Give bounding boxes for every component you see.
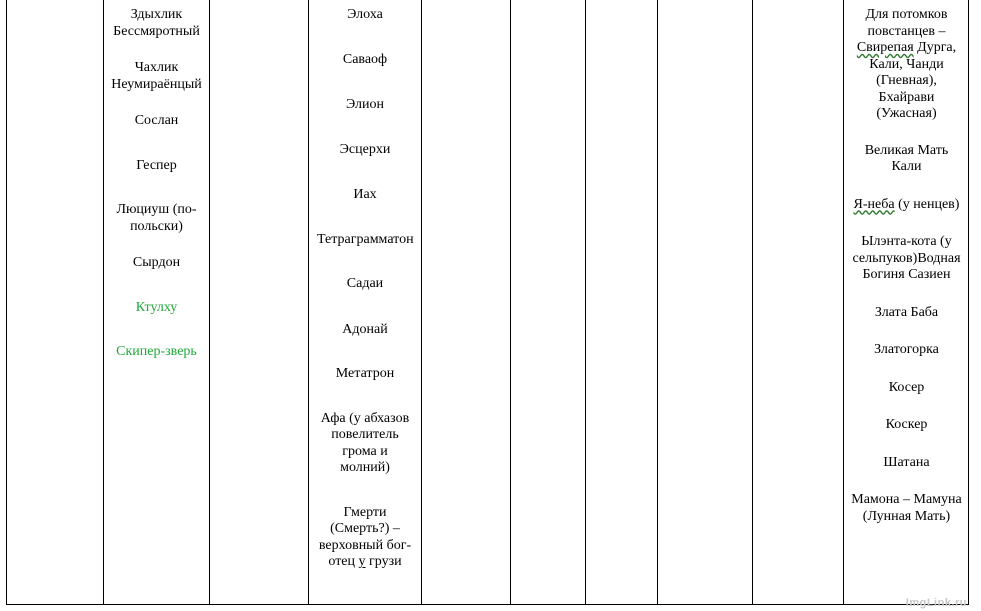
spellcheck-underlined-word: Я-неба	[853, 196, 895, 212]
cell-text: Иах	[353, 187, 377, 202]
cell-text-highlighted: Ктулху	[135, 299, 178, 315]
cell-text: Сослан	[134, 113, 179, 128]
cell-text: Метатрон	[335, 366, 395, 381]
cell-text	[848, 234, 965, 284]
cell-text-part: Водная Богиня Сазиен	[862, 250, 961, 282]
cell-text: Чахлик Неумираёнцый	[111, 60, 202, 92]
cell-text: Тетраграмматон	[317, 231, 414, 247]
cell-text: Адонай	[342, 321, 388, 337]
cell-text: Геспер	[136, 157, 177, 173]
underlined-word: у	[358, 554, 366, 569]
cell-text: Великая Мать Кали	[864, 142, 949, 174]
cell-text: Сырдон	[132, 255, 181, 270]
cell-text: Эсцерхи	[339, 141, 391, 157]
column-divider	[421, 0, 422, 605]
column-divider	[752, 0, 753, 605]
cell-text: Шатана	[883, 454, 930, 470]
cell-text-part: Дурга, Кали, Чанди (Гневная), Бхайрави (Ужасная)	[869, 40, 957, 121]
column-2-cell	[309, 0, 421, 605]
cell-text-part: (у ненцев)	[894, 196, 960, 212]
cell-text: Элоха	[347, 7, 383, 22]
cell-text: Люциуш (по-польски)	[116, 202, 197, 234]
column-1-cell	[104, 0, 209, 605]
cell-text-part: Ылэнта-кота (у сельпуков)	[852, 234, 952, 266]
cell-text: Элион	[345, 97, 385, 112]
cell-text: Саваоф	[342, 51, 388, 67]
cell-text	[848, 197, 965, 214]
column-divider	[510, 0, 511, 605]
cell-text: Златогорка	[874, 342, 939, 357]
names-table	[6, 0, 969, 605]
cell-text: Косер	[888, 379, 925, 395]
cell-text: Коскер	[885, 417, 928, 432]
column-divider	[209, 0, 210, 605]
cell-text: Здыхлик Бессмяротный	[113, 7, 200, 39]
column-divider	[657, 0, 658, 605]
cell-text-part: Для потомков повстанцев –	[865, 7, 948, 39]
cell-text	[848, 7, 965, 123]
cell-text-highlighted: Скипер-зверь	[116, 344, 197, 359]
column-divider	[585, 0, 586, 605]
spellcheck-underlined-word: Свирепая	[856, 40, 914, 55]
watermark-logo: ImgLink.ru	[905, 597, 967, 609]
cell-text-last	[317, 505, 413, 571]
column-3-cell	[844, 0, 969, 605]
cell-text: Мамона – Мамуна (Лунная Мать)	[851, 492, 962, 524]
cell-text: Злата Баба	[874, 304, 939, 320]
cell-text: Афа (у абхазов повелитель грома и молний)	[320, 410, 410, 475]
cell-text: Садаи	[346, 276, 384, 291]
cell-text-part: Гмерти (Смерть?) – верховный бог-отец у грузи	[318, 504, 412, 569]
